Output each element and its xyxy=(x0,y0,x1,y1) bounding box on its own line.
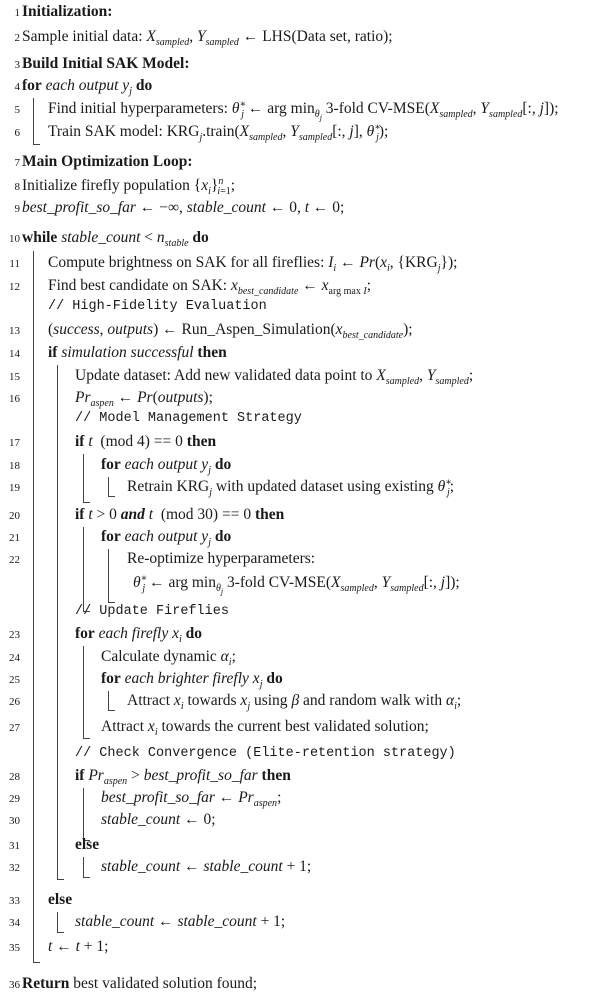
line-number: 36 xyxy=(9,979,20,991)
block-bar-if-mod30 xyxy=(83,527,84,611)
statement: $Pr_{aspen}$ ← Pr(outputs); xyxy=(75,389,213,410)
line-number: 1 xyxy=(14,7,20,19)
line-number: 32 xyxy=(9,862,20,874)
block-foot xyxy=(33,962,40,963)
line-number: 24 xyxy=(9,652,20,664)
section-heading-build-model: Build Initial SAK Model: xyxy=(22,55,190,72)
statement: Retrain $KRG_j$ with updated dataset using existing $\theta^∗_j$; xyxy=(127,476,455,499)
line-number: 2 xyxy=(14,32,20,44)
statement: Update dataset: Add new validated data point to $X_{sampled}$, $Y_{sampled}$; xyxy=(75,367,474,388)
line-number: 12 xyxy=(9,281,20,293)
line-number: 11 xyxy=(9,258,20,270)
statement: stable_count ← stable_count + 1; xyxy=(75,913,286,930)
line-number: 27 xyxy=(9,722,20,734)
statement: Find best candidate on SAK: $x_{best\_candidate}$ ← $x_{arg max I}$; xyxy=(48,277,372,298)
line-number: 7 xyxy=(14,157,20,169)
line-number: 26 xyxy=(9,696,20,708)
line-number: 34 xyxy=(9,917,20,929)
line-number: 30 xyxy=(9,815,20,827)
statement: Initialize firefly population $\{x_i\}^n_{i=1}$; xyxy=(22,175,236,198)
line-number: 10 xyxy=(9,233,20,245)
line-number: 19 xyxy=(9,482,20,494)
line-number: 4 xyxy=(14,81,20,93)
statement: for each brighter firefly $x_j$ do xyxy=(101,670,283,691)
block-foot xyxy=(33,144,40,145)
line-number: 15 xyxy=(9,371,20,383)
block-bar-for-brighter xyxy=(108,691,109,710)
statement: (success, outputs) ← $Run\_Aspen\_Simulation(x_{best\_candidate})$; xyxy=(48,321,413,342)
block-foot xyxy=(57,879,64,880)
line-number: 23 xyxy=(9,629,20,641)
statement: Train SAK model: $KRG_j.train(X_{sampled}$, $Y_{sampled}$[:, j], $\theta^∗_j$); xyxy=(48,121,389,144)
line-number: 5 xyxy=(14,104,20,116)
line-number: 3 xyxy=(14,59,20,71)
statement: t ← t + 1; xyxy=(48,938,109,955)
block-foot xyxy=(108,710,115,711)
statement: for each firefly $x_i$ do xyxy=(75,625,203,646)
keyword-else: else xyxy=(48,891,73,908)
statement: best_profit_so_far ← −∞, stable_count ← 0, t ← 0; xyxy=(22,199,345,216)
statement: for each output $y_j$ do xyxy=(101,456,232,477)
statement: if t > 0 and t (mod 30) == 0 then xyxy=(75,506,285,523)
line-number: 6 xyxy=(14,127,20,139)
line-number: 33 xyxy=(9,895,20,907)
block-foot xyxy=(57,932,64,933)
block-bar-for-reopt xyxy=(108,549,109,602)
statement: Attract $x_i$ towards the current best validated solution; xyxy=(101,718,429,739)
statement: Compute brightness on SAK for all fireflies: $I_i$ ← $Pr(x_i$, $\{KRG_j\}$); xyxy=(48,254,458,275)
statement: Sample initial data: $X_{sampled}$, $Y_{sampled}$ ← LHS(Data set, ratio); xyxy=(22,28,393,49)
line-number: 35 xyxy=(9,942,20,954)
statement: if $Pr_{aspen}$ > best_profit_so_far then xyxy=(75,767,291,788)
line-number: 9 xyxy=(14,203,20,215)
keyword-else: else xyxy=(75,836,100,853)
statement: stable_count ← stable_count + 1; xyxy=(101,858,312,875)
block-bar-else-outer xyxy=(57,912,58,932)
statement: if simulation successful then xyxy=(48,344,227,361)
block-foot xyxy=(83,877,90,878)
statement: Return best validated solution found; xyxy=(22,975,258,992)
statement: $\theta^∗_j$ ← arg $\min_{\theta_j}$ 3-fold $CV-MSE(X_{sampled}$, $Y_{sampled}$[:, j]); xyxy=(133,572,460,597)
statement: Calculate dynamic $\alpha_i$; xyxy=(101,648,236,669)
block-foot xyxy=(83,502,90,503)
section-heading-main-loop: Main Optimization Loop: xyxy=(22,153,193,170)
line-number: 25 xyxy=(9,674,20,686)
block-bar-while xyxy=(33,251,34,962)
statement: best_profit_so_far ← $Pr_{aspen}$; xyxy=(101,789,282,810)
line-number: 31 xyxy=(9,840,20,852)
statement: Attract $x_i$ towards $x_j$ using β and random walk with $\alpha_i$; xyxy=(127,692,462,713)
block-bar-for-outputs xyxy=(33,98,34,144)
statement: while stable_count < $n_{stable}$ do xyxy=(22,229,209,250)
comment: // High-Fidelity Evaluation xyxy=(48,299,267,314)
comment: // Model Management Strategy xyxy=(75,411,302,426)
line-number: 21 xyxy=(9,532,20,544)
block-bar-for-retrain xyxy=(108,477,109,496)
statement: for each output $y_j$ do xyxy=(101,528,232,549)
line-number: 8 xyxy=(14,181,20,193)
line-number: 29 xyxy=(9,793,20,805)
line-number: 28 xyxy=(9,771,20,783)
block-bar-for-fireflies xyxy=(83,646,84,738)
line-number: 13 xyxy=(9,325,20,337)
block-foot xyxy=(83,738,90,739)
statement: if t (mod 4) == 0 then xyxy=(75,433,217,450)
statement: stable_count ← 0; xyxy=(101,811,216,828)
statement: Re-optimize hyperparameters: xyxy=(127,550,316,567)
line-number: 14 xyxy=(9,348,20,360)
statement: Find initial hyperparameters: $\theta^∗_j$ ← arg $\min_{\theta_j}$ 3-fold $CV-MSE(X_{sampled}$, $Y_{sampled}$[:, j]); xyxy=(48,98,559,123)
block-foot xyxy=(108,496,115,497)
line-number: 16 xyxy=(9,393,20,405)
block-bar-if-success xyxy=(57,365,58,879)
statement: for each output $y_j$ do xyxy=(22,77,153,98)
block-bar-if-mod4 xyxy=(83,454,84,502)
block-bar-if-better xyxy=(83,788,84,840)
line-number: 18 xyxy=(9,460,20,472)
comment: // Check Convergence (Elite-retention strategy) xyxy=(75,746,456,761)
section-heading-initialization: Initialization: xyxy=(22,3,113,20)
block-bar-else-inner xyxy=(83,857,84,877)
comment: // Update Fireflies xyxy=(75,604,229,619)
line-number: 22 xyxy=(9,554,20,566)
line-number: 20 xyxy=(9,510,20,522)
line-number: 17 xyxy=(9,437,20,449)
